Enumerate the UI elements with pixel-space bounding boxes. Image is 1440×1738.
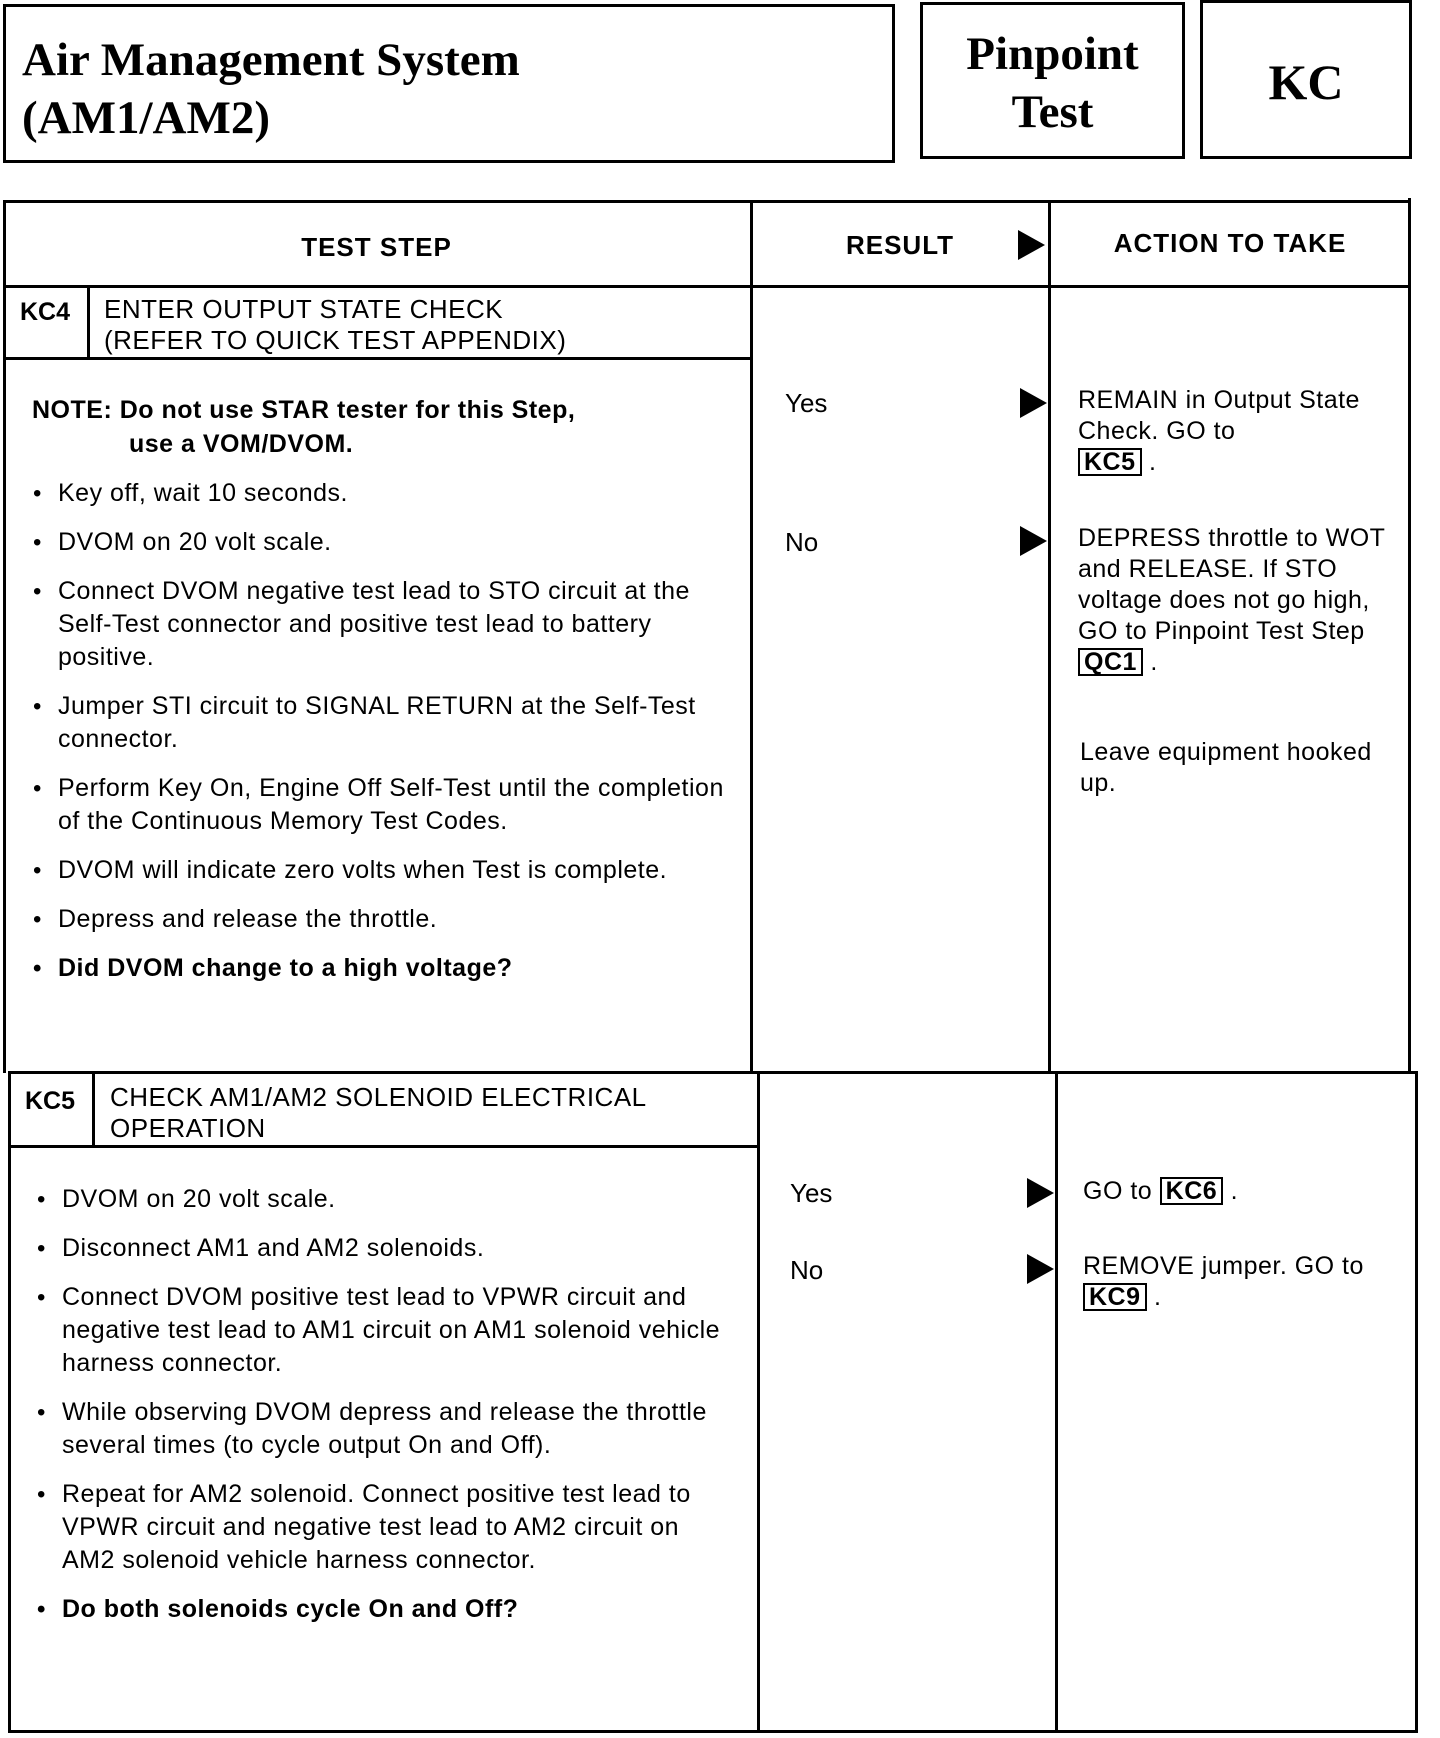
list-item: • While observing DVOM depress and release the throttle several times (to cycle output On and Off).: [35, 1396, 735, 1462]
action-yes: [1083, 1176, 1383, 1207]
list-item: • Perform Key On, Engine Off Self-Test until the completion of the Continuous Memory Test Codes.: [31, 772, 731, 838]
step-title-line2: OPERATION: [110, 1113, 266, 1143]
arrow-right-icon: [1027, 1178, 1054, 1208]
list-item-question: • Did DVOM change to a high voltage?: [31, 952, 731, 985]
col-header-action: ACTION TO TAKE: [1113, 228, 1347, 258]
step-id-divider: [87, 286, 90, 359]
step-ref-box[interactable]: KC6: [1160, 1177, 1224, 1205]
result-col-divider: [750, 200, 753, 1073]
step-ref-box[interactable]: KC9: [1083, 1283, 1147, 1311]
action-text: DEPRESS throttle to WOT and RELEASE. If STO voltage does not go high, GO to Pinpoint Test Step: [1078, 524, 1385, 645]
action-end: .: [1150, 648, 1158, 676]
step-divider: [8, 1071, 1416, 1074]
action-note: Leave equipment hooked up.: [1080, 738, 1372, 797]
table-header-border: [3, 285, 1411, 288]
result-no: No: [785, 527, 819, 557]
action-text: GO to: [1083, 1177, 1153, 1205]
result-col-divider-lower: [757, 1071, 760, 1733]
step-ref-box[interactable]: QC1: [1078, 648, 1143, 676]
action-end: .: [1148, 448, 1157, 476]
list-item: • Repeat for AM2 solenoid. Connect positive test lead to VPWR circuit and negative test lead to AM2 circuit on AM2 solenoid vehicle harness connector.: [35, 1478, 735, 1577]
action-text: REMAIN in Output State Check. GO to: [1078, 386, 1360, 445]
list-item: • Connect DVOM negative test lead to STO circuit at the Self-Test connector and positive test lead to battery positive.: [31, 575, 731, 674]
list-item: • Depress and release the throttle.: [31, 903, 731, 936]
step-title-underline: [8, 1145, 757, 1148]
col-header-test-step: TEST STEP: [301, 232, 452, 262]
step-title-underline: [3, 357, 750, 360]
action-end: .: [1153, 1283, 1162, 1311]
list-item: • Connect DVOM positive test lead to VPWR circuit and negative test lead to AM1 circuit on AM1 solenoid vehicle harness connector.: [35, 1281, 735, 1380]
step-title: [110, 1082, 647, 1144]
list-item: • DVOM will indicate zero volts when Test is complete.: [31, 854, 731, 887]
step-instructions: [31, 477, 731, 1001]
pinpoint-line2: Test: [1011, 86, 1094, 138]
list-item: • DVOM on 20 volt scale.: [35, 1183, 735, 1216]
step-id-divider: [92, 1072, 95, 1147]
note: [32, 393, 575, 461]
table-right-border-lower: [1415, 1071, 1418, 1733]
test-code: KC: [1200, 0, 1412, 159]
action-end: .: [1230, 1177, 1239, 1205]
note-line2: use a VOM/DVOM.: [129, 430, 354, 458]
arrow-right-icon: [1020, 388, 1047, 418]
action-yes: [1078, 385, 1378, 478]
step-ref-box[interactable]: KC5: [1078, 448, 1142, 476]
action-text: REMOVE jumper. GO to: [1083, 1252, 1364, 1280]
list-item: • Jumper STI circuit to SIGNAL RETURN at the Self-Test connector.: [31, 690, 731, 756]
step-id: KC5: [25, 1087, 76, 1115]
list-item: • Disconnect AM1 and AM2 solenoids.: [35, 1232, 735, 1265]
page-title-line1: Air Management System: [22, 34, 520, 86]
pinpoint-test-label: [920, 2, 1185, 159]
page-title: [3, 4, 895, 163]
arrow-right-icon: [1027, 1254, 1054, 1284]
col-header-result: RESULT: [845, 230, 955, 260]
note-line1: NOTE: Do not use STAR tester for this Step,: [32, 396, 576, 424]
result-yes: Yes: [785, 388, 828, 418]
table-bottom-border: [8, 1730, 1418, 1733]
step-title-line2: (REFER TO QUICK TEST APPENDIX): [104, 325, 567, 355]
table-right-border: [1408, 198, 1411, 1073]
step-id: KC4: [20, 298, 71, 326]
table-left-border-lower: [8, 1071, 11, 1733]
step-title-line1: CHECK AM1/AM2 SOLENOID ELECTRICAL: [110, 1082, 647, 1112]
action-col-divider: [1048, 200, 1051, 1073]
arrow-right-icon: [1020, 526, 1047, 556]
step-title-line1: ENTER OUTPUT STATE CHECK: [104, 294, 504, 324]
list-item: • DVOM on 20 volt scale.: [31, 526, 731, 559]
list-item: • Key off, wait 10 seconds.: [31, 477, 731, 510]
table-top-border: [3, 200, 1411, 203]
step-instructions: [35, 1183, 735, 1642]
pinpoint-line1: Pinpoint: [966, 28, 1139, 80]
action-no: [1078, 523, 1388, 678]
result-yes: Yes: [790, 1178, 833, 1208]
action-no: [1083, 1251, 1383, 1313]
step-title: [104, 294, 566, 356]
result-no: No: [790, 1255, 824, 1285]
arrow-right-icon: [1018, 230, 1045, 260]
page-title-line2: (AM1/AM2): [22, 92, 270, 144]
list-item-question: • Do both solenoids cycle On and Off?: [35, 1593, 735, 1626]
action-col-divider-lower: [1055, 1071, 1058, 1733]
table-left-border: [3, 200, 6, 1073]
